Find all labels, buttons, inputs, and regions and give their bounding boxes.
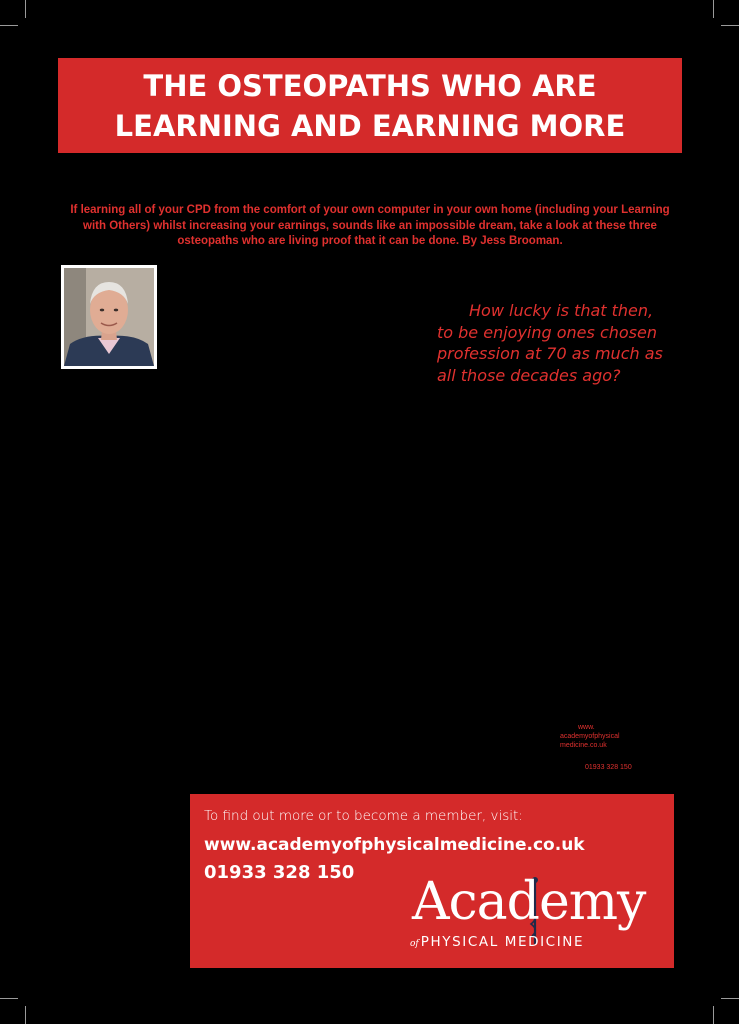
article-intro: If learning all of your CPD from the comfort of your own computer in your own home (including your Learning with Others) whilst increasing your earnings, sounds like an impossible dream, take a look at these three osteopaths who are living proof that it can be done. By Jess Brooman.: [70, 204, 670, 247]
pull-quote: [437, 300, 677, 386]
article-title: [58, 58, 682, 153]
cta-prompt: To find out more or to become a member, visit:: [204, 808, 523, 824]
small-phone: 01933 328 150: [585, 764, 632, 771]
small-url-line-2: academyofphysical: [560, 733, 620, 740]
cta-url[interactable]: www.academyofphysicalmedicine.co.uk: [204, 835, 585, 855]
quote-line-1: How lucky is that then,: [469, 301, 654, 320]
quote-line-3: profession at 70 as much as: [437, 344, 663, 363]
title-line-1: THE OSTEOPATHS WHO ARE: [143, 69, 597, 103]
quote-line-2: to be enjoying ones chosen: [437, 322, 657, 342]
small-url-line-1: www.: [578, 724, 595, 731]
logo-subtitle: [410, 934, 584, 950]
portrait-illustration: [64, 268, 154, 366]
logo-wordmark: Academy: [412, 872, 646, 932]
cta-box: [190, 794, 674, 968]
crop-mark: [713, 0, 714, 18]
crop-mark: [721, 998, 739, 999]
crop-mark: [25, 0, 26, 18]
title-line-2: LEARNING AND EARNING MORE: [114, 109, 626, 143]
small-url-line-3: medicine.co.uk: [560, 742, 607, 749]
crop-mark: [0, 25, 18, 26]
logo-of: of: [410, 939, 419, 949]
crop-mark: [0, 998, 18, 999]
author-photo: [61, 265, 157, 369]
logo-sub-text: PHYSICAL MEDICINE: [420, 934, 585, 950]
quote-line-4: all those decades ago?: [437, 365, 621, 385]
crop-mark: [25, 1006, 26, 1024]
cta-phone[interactable]: 01933 328 150: [204, 862, 355, 883]
small-contact-block: [560, 723, 650, 772]
crop-mark: [721, 25, 739, 26]
crop-mark: [713, 1006, 714, 1024]
